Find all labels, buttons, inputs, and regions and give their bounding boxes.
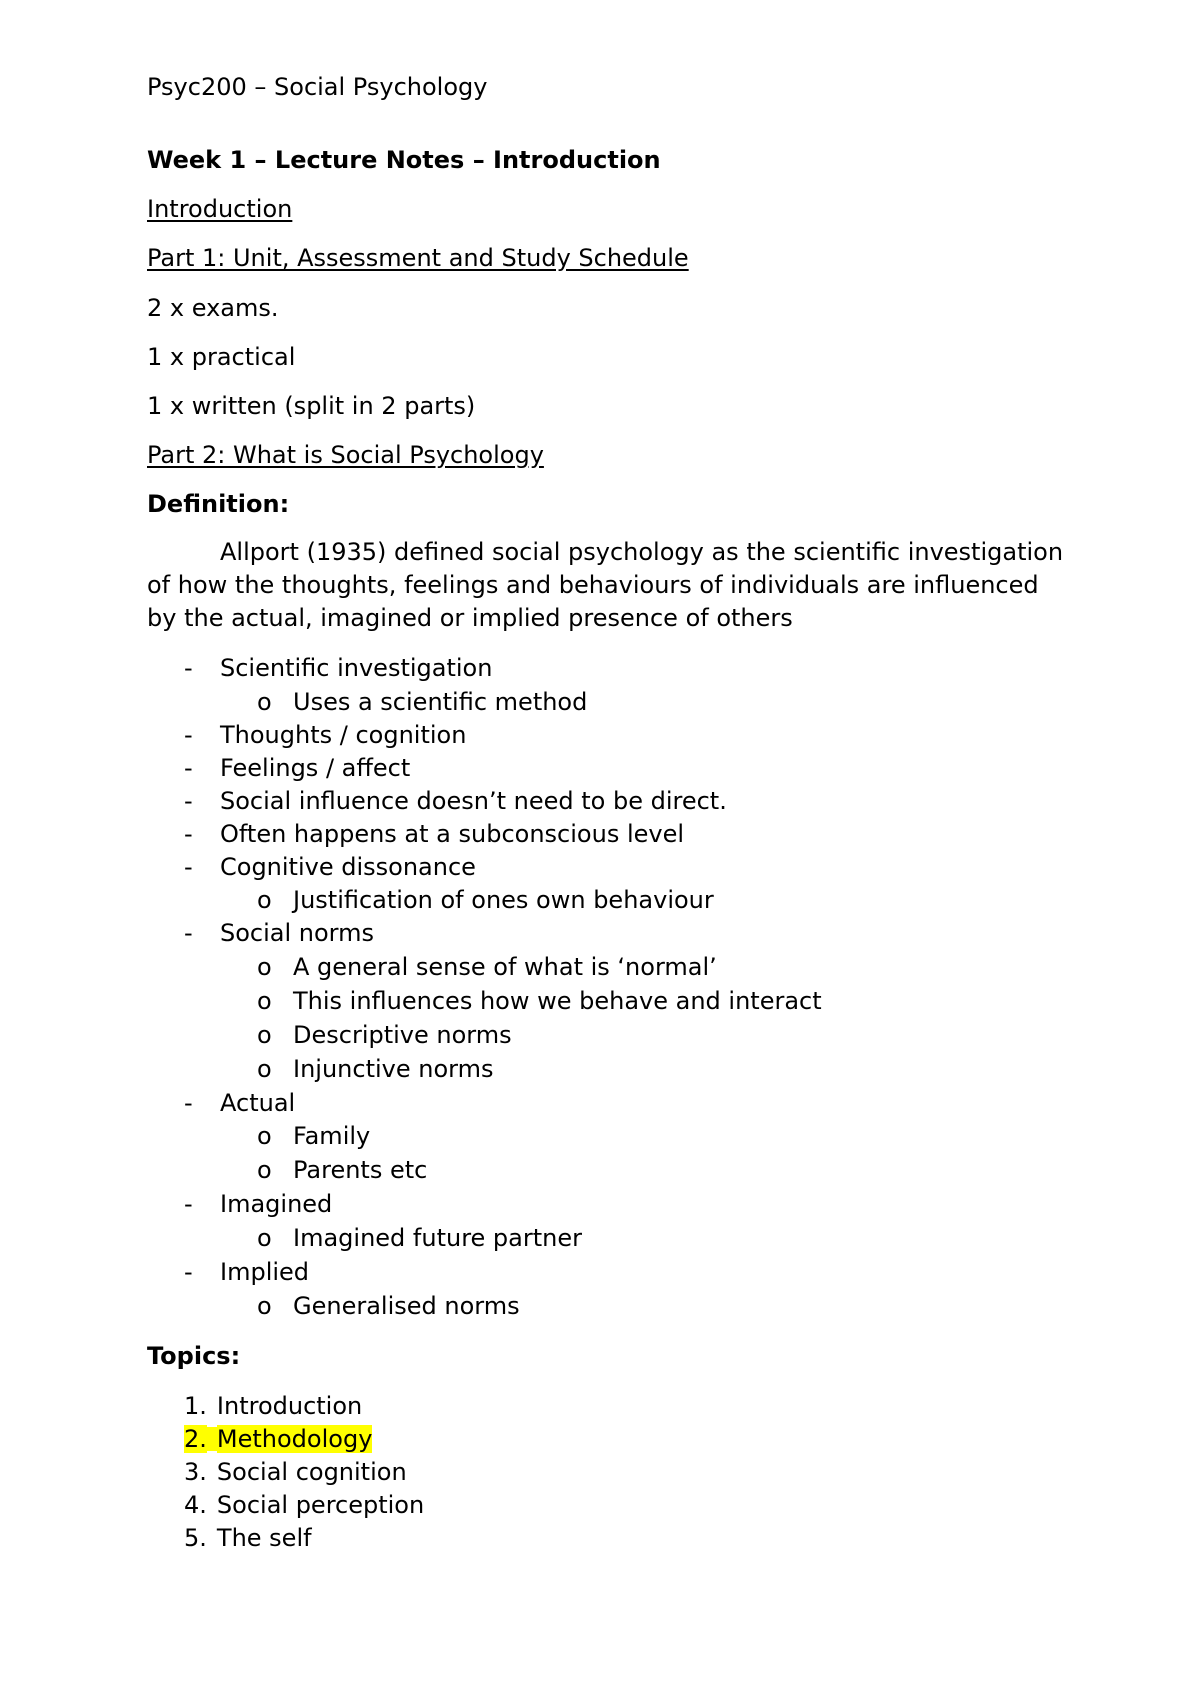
- part1-heading: Part 1: Unit, Assessment and Study Schedule: [147, 244, 689, 272]
- topic-text: The self: [216, 1524, 312, 1552]
- bullet-marker: -: [184, 853, 193, 881]
- bullet-item: Social norms: [220, 919, 375, 947]
- topic-number: 1.: [184, 1392, 207, 1420]
- bullet-item: Feelings / affect: [220, 754, 411, 782]
- bullet-item: Thoughts / cognition: [220, 721, 467, 749]
- bullet-item: Often happens at a subconscious level: [220, 820, 685, 848]
- topic-text: Social cognition: [216, 1458, 407, 1486]
- sub-bullet-marker: o: [257, 1292, 272, 1320]
- sub-bullet-item: Generalised norms: [293, 1292, 520, 1320]
- topic-item: [184, 1493, 424, 1517]
- sub-bullet-marker: o: [257, 886, 272, 914]
- part2-heading: Part 2: What is Social Psychology: [147, 441, 544, 469]
- definition-text: Allport (1935) defined social psychology as the scientific investigation of how the thoughts, feelings and behaviours of individuals are influenced by the actual, imagined or implied presence of others: [147, 538, 1064, 632]
- bullet-marker: -: [184, 721, 193, 749]
- topic-text: Introduction: [216, 1392, 363, 1420]
- bullet-item: Actual: [220, 1089, 296, 1117]
- topic-item: [184, 1394, 362, 1418]
- sub-bullet-marker: o: [257, 1156, 272, 1184]
- sub-bullet-item: This influences how we behave and interact: [293, 987, 822, 1015]
- bullet-marker: -: [184, 820, 193, 848]
- topic-text: Social perception: [216, 1491, 425, 1519]
- sub-bullet-item: Descriptive norms: [293, 1021, 512, 1049]
- sub-bullet-item: Justification of ones own behaviour: [293, 886, 714, 914]
- bullet-item: Scientific investigation: [220, 654, 493, 682]
- topic-number: 5.: [184, 1524, 207, 1552]
- sub-bullet-marker: o: [257, 1122, 272, 1150]
- sub-bullet-item: Injunctive norms: [293, 1055, 494, 1083]
- bullet-item: Implied: [220, 1258, 310, 1286]
- sub-bullet-marker: o: [257, 953, 272, 981]
- bullet-marker: -: [184, 754, 193, 782]
- topics-label: Topics:: [147, 1342, 241, 1370]
- sub-bullet-item: Family: [293, 1122, 371, 1150]
- bullet-item: Imagined: [220, 1190, 333, 1218]
- topic-number: 4.: [184, 1491, 207, 1519]
- bullet-marker: -: [184, 1089, 193, 1117]
- sub-bullet-item: Parents etc: [293, 1156, 428, 1184]
- topic-item: [184, 1526, 312, 1550]
- sub-bullet-marker: o: [257, 688, 272, 716]
- definition-label: Definition:: [147, 490, 290, 518]
- sub-bullet-marker: o: [257, 1055, 272, 1083]
- assessment-item: 1 x practical: [147, 343, 296, 371]
- bullet-item: Cognitive dissonance: [220, 853, 476, 881]
- course-header: Psyc200 – Social Psychology: [147, 73, 488, 101]
- sub-bullet-marker: o: [257, 1224, 272, 1252]
- topic-number: 2.: [184, 1425, 207, 1453]
- bullet-marker: -: [184, 654, 193, 682]
- bullet-marker: -: [184, 787, 193, 815]
- sub-bullet-marker: o: [257, 987, 272, 1015]
- intro-heading: Introduction: [147, 195, 293, 223]
- definition-paragraph: [147, 536, 1067, 635]
- assessment-item: 2 x exams.: [147, 294, 279, 322]
- bullet-marker: -: [184, 1258, 193, 1286]
- topic-text: Methodology: [216, 1425, 373, 1453]
- topic-item-highlighted: [184, 1427, 372, 1451]
- sub-bullet-item: Imagined future partner: [293, 1224, 582, 1252]
- page-title: Week 1 – Lecture Notes – Introduction: [147, 146, 661, 174]
- bullet-marker: -: [184, 1190, 193, 1218]
- sub-bullet-item: A general sense of what is ‘normal’: [293, 953, 717, 981]
- topic-number: 3.: [184, 1458, 207, 1486]
- sub-bullet-marker: o: [257, 1021, 272, 1049]
- sub-bullet-item: Uses a scientific method: [293, 688, 588, 716]
- topic-item: [184, 1460, 407, 1484]
- assessment-item: 1 x written (split in 2 parts): [147, 392, 476, 420]
- bullet-marker: -: [184, 919, 193, 947]
- bullet-item: Social influence doesn’t need to be direct.: [220, 787, 727, 815]
